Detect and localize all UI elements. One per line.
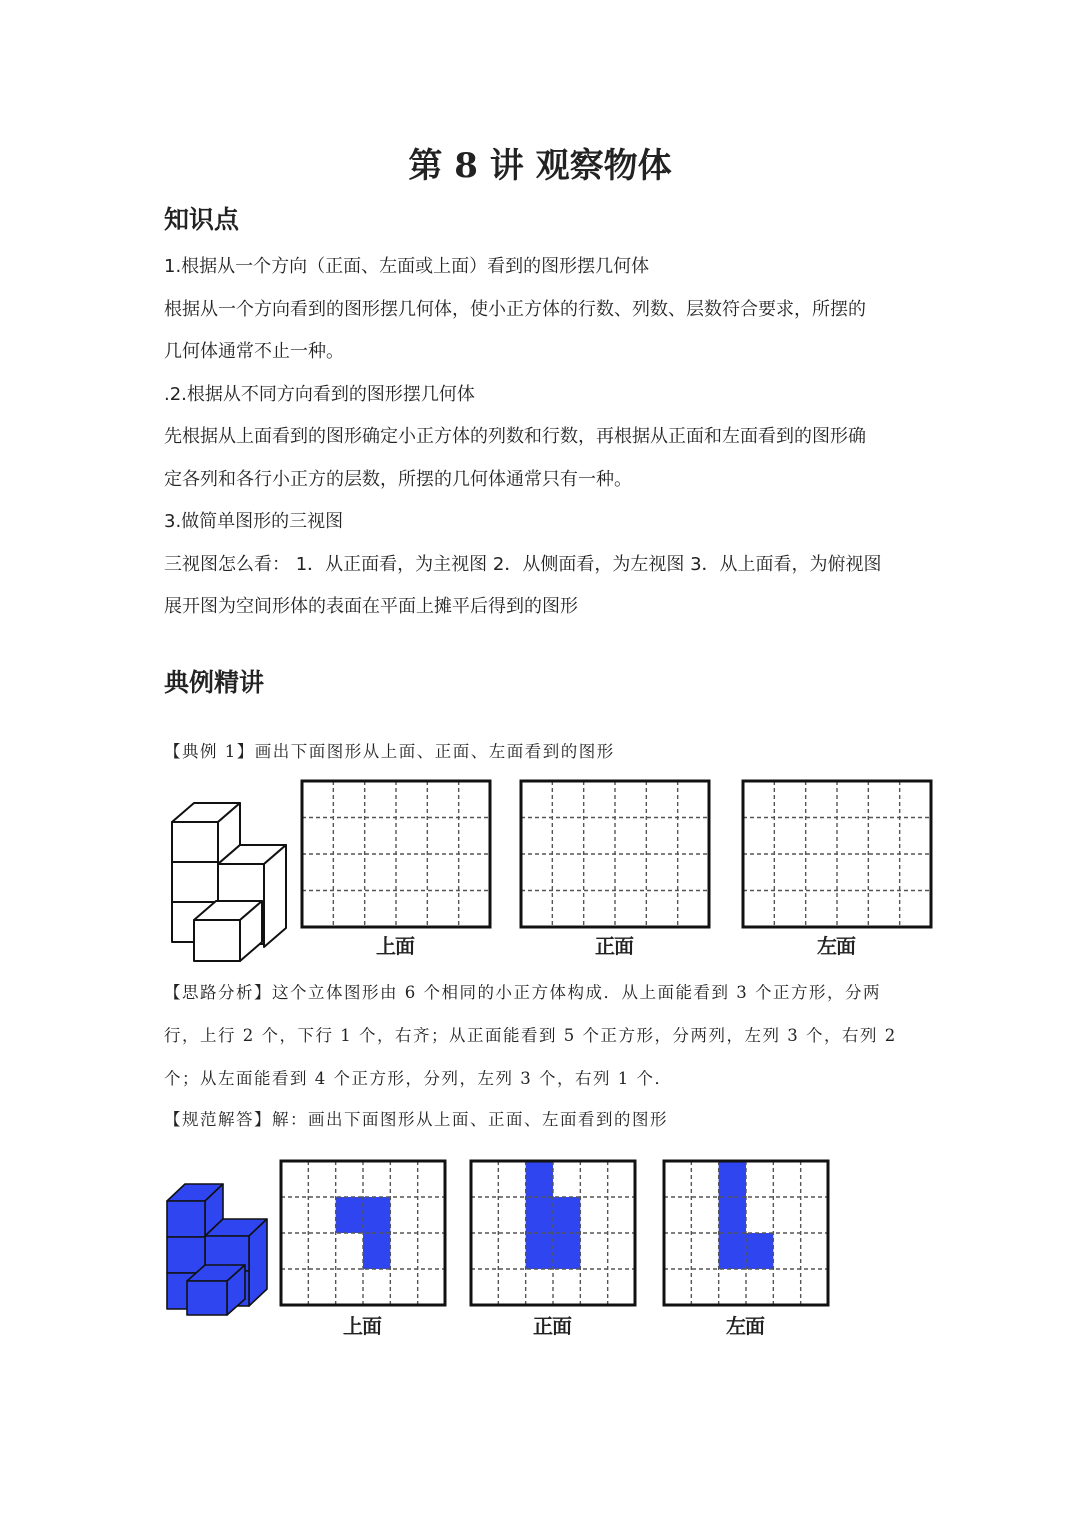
filled-cell xyxy=(526,1197,553,1233)
label-left-2: 左面 xyxy=(726,1314,764,1338)
label-top-2: 上面 xyxy=(343,1314,381,1338)
answer-grid-front xyxy=(469,1159,637,1307)
filled-cell xyxy=(363,1197,390,1233)
analysis-line-3: 个；从左面能看到 4 个正方形，分列，左列 3 个，右列 1 个． xyxy=(164,1069,673,1088)
knowledge-line-3: 几何体通常不止一种。 xyxy=(164,341,344,362)
page-title: 第 8 讲 观察物体 xyxy=(408,146,672,186)
knowledge-line-2: 根据从一个方向看到的图形摆几何体，使小正方体的行数、列数、层数符合要求，所摆的 xyxy=(164,299,866,320)
label-front-1: 正面 xyxy=(595,934,633,958)
filled-cell xyxy=(553,1197,580,1233)
knowledge-line-4: .2.根据从不同方向看到的图形摆几何体 xyxy=(164,384,475,405)
label-top-1: 上面 xyxy=(376,934,414,958)
blank-grid-left xyxy=(741,779,933,929)
filled-cell xyxy=(719,1161,746,1197)
analysis-line-1: 【思路分析】这个立体图形由 6 个相同的小正方体构成．从上面能看到 3 个正方形，分两 xyxy=(164,983,881,1002)
answer-grid-top xyxy=(279,1159,447,1307)
filled-cell xyxy=(526,1161,553,1197)
blank-grid-top xyxy=(300,779,492,929)
knowledge-line-1: 1.根据从一个方向（正面、左面或上面）看到的图形摆几何体 xyxy=(164,256,650,277)
label-front-2: 正面 xyxy=(533,1314,571,1338)
examples-heading: 典例精讲 xyxy=(164,668,265,697)
knowledge-line-7: 3.做简单图形的三视图 xyxy=(164,511,344,532)
analysis-line-2: 行，上行 2 个，下行 1 个，右齐；从正面能看到 5 个正方形，分两列，左列 3 个，右列 2 xyxy=(164,1026,897,1045)
knowledge-line-9: 展开图为空间形体的表面在平面上摊平后得到的图形 xyxy=(164,596,578,617)
blank-grid-front xyxy=(519,779,711,929)
filled-cell xyxy=(336,1197,363,1233)
filled-cell xyxy=(719,1233,746,1269)
filled-cell xyxy=(746,1233,773,1269)
cube-stack-answer-figure xyxy=(163,1181,271,1317)
knowledge-heading: 知识点 xyxy=(164,205,240,234)
filled-cell xyxy=(719,1197,746,1233)
filled-cell xyxy=(526,1233,553,1269)
knowledge-line-8: 三视图怎么看： 1．从正面看，为主视图 2．从侧面看，为左视图 3．从上面看，为俯视图 xyxy=(164,554,882,575)
answer-prompt: 【规范解答】解：画出下面图形从上面、正面、左面看到的图形 xyxy=(164,1110,668,1129)
knowledge-line-6: 定各列和各行小正方的层数，所摆的几何体通常只有一种。 xyxy=(164,469,632,490)
filled-cell xyxy=(553,1233,580,1269)
cube-stack-figure xyxy=(164,800,290,965)
example1-prompt: 【典例 1】画出下面图形从上面、正面、左面看到的图形 xyxy=(164,742,615,761)
label-left-1: 左面 xyxy=(817,934,855,958)
filled-cell xyxy=(363,1233,390,1269)
answer-grid-left xyxy=(662,1159,830,1307)
knowledge-line-5: 先根据从上面看到的图形确定小正方体的列数和行数，再根据从正面和左面看到的图形确 xyxy=(164,426,866,447)
